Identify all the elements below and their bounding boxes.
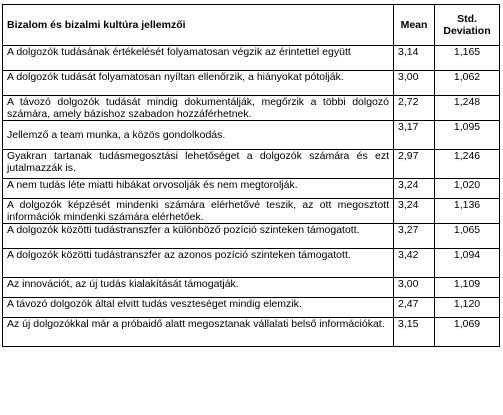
row-description: A dolgozók tudását folyamatosan nyíltan ellenőrzik, a hiányokat pótolják.: [3, 71, 394, 96]
row-mean: 2,97: [394, 150, 435, 179]
row-mean: 3,24: [394, 179, 435, 199]
row-description: Az új dolgozókkal már a próbaidő alatt megosztanak vállalati belső információkat.: [3, 318, 394, 347]
table-row: [3, 96, 500, 121]
row-mean: 2,47: [394, 298, 435, 318]
row-mean: 3,15: [394, 318, 435, 347]
table-row: [3, 278, 500, 298]
row-std: 1,120: [435, 298, 500, 318]
table-row: [3, 199, 500, 224]
table-row: [3, 224, 500, 249]
table-row: [3, 298, 500, 318]
row-std: 1,165: [435, 46, 500, 71]
row-std: 1,020: [435, 179, 500, 199]
table-row: [3, 150, 500, 179]
row-std: 1,062: [435, 71, 500, 96]
row-mean: 3,24: [394, 199, 435, 224]
row-mean: 3,00: [394, 71, 435, 96]
header-std-deviation: Std. Deviation: [435, 5, 500, 46]
row-description: A távozó dolgozók tudását mindig dokumentálják, megőrzik a többi dolgozó számára, amely bázishoz szabadon hozzáférhetnek.: [3, 96, 394, 121]
row-description: Jellemző a team munka, a közös gondolkodás.: [3, 121, 394, 150]
table-row: [3, 121, 500, 150]
row-description: A dolgozók közötti tudástranszfer a különböző pozíció szinteken támogatott.: [3, 224, 394, 249]
row-mean: 3,27: [394, 224, 435, 249]
row-std: 1,065: [435, 224, 500, 249]
row-std: 1,095: [435, 121, 500, 150]
table-row: [3, 249, 500, 278]
row-mean: 2,72: [394, 96, 435, 121]
row-std: 1,246: [435, 150, 500, 179]
statistics-table: [2, 4, 500, 347]
row-description: A távozó dolgozók által elvitt tudás veszteséget mindig elemzik.: [3, 298, 394, 318]
row-description: A dolgozók képzését mindenki számára elérhetővé teszik, az ott megosztott információk mindenki számára elérhetőek.: [3, 199, 394, 224]
row-mean: 3,00: [394, 278, 435, 298]
row-description: A dolgozók tudásának értékelését folyamatosan végzik az érintettel együtt: [3, 46, 394, 71]
row-mean: 3,14: [394, 46, 435, 71]
row-description: Az innovációt, az új tudás kialakítását támogatják.: [3, 278, 394, 298]
row-std: 1,094: [435, 249, 500, 278]
row-std: 1,136: [435, 199, 500, 224]
row-description: A dolgozók közötti tudástranszfer az azonos pozíció szinteken támogatott.: [3, 249, 394, 278]
row-std: 1,248: [435, 96, 500, 121]
row-mean: 3,17: [394, 121, 435, 150]
table-row: [3, 71, 500, 96]
header-description: Bizalom és bizalmi kultúra jellemzői: [3, 5, 394, 46]
table-row: [3, 179, 500, 199]
row-std: 1,109: [435, 278, 500, 298]
row-mean: 3,42: [394, 249, 435, 278]
table-row: [3, 46, 500, 71]
row-description: A nem tudás léte miatti hibákat orvosolják és nem megtorolják.: [3, 179, 394, 199]
row-std: 1,069: [435, 318, 500, 347]
row-description: Gyakran tartanak tudásmegosztási lehetőséget a dolgozók számára és ezt jutalmazzák is.: [3, 150, 394, 179]
table-row: [3, 318, 500, 347]
header-mean: Mean: [394, 5, 435, 46]
header-row: [3, 5, 500, 46]
